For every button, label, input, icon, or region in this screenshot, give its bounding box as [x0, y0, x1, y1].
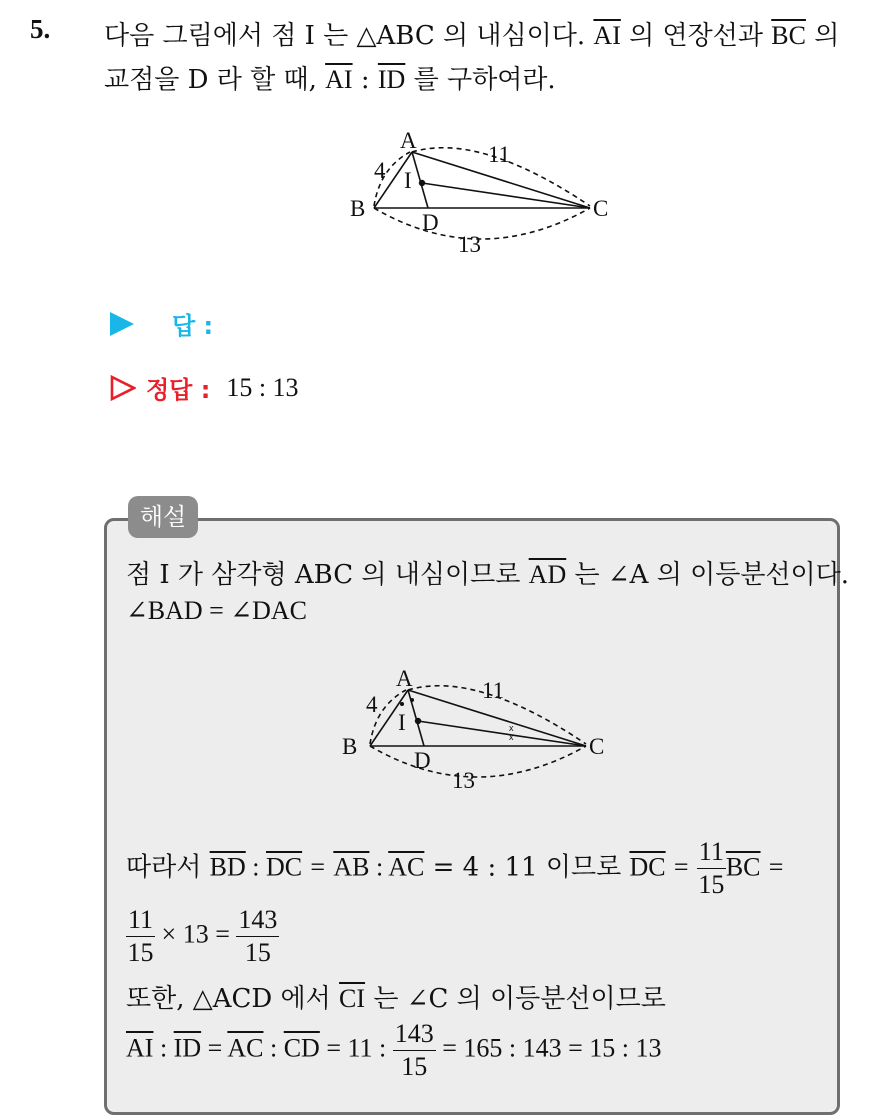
segment-ai: $\overline{AI}$: [593, 21, 621, 50]
segment-ci-label: $\overline{CI}$: [339, 984, 366, 1013]
label-b: B: [342, 734, 358, 759]
solution-line-5: 또한, △ACD 에서 $\overline{CI}$ 는 ∠C 의 이등분선이므로: [126, 984, 666, 1014]
label-a: A: [400, 128, 417, 153]
segment-ad: [412, 152, 428, 208]
correct-answer-row: [110, 370, 299, 405]
arc-bc: [374, 208, 590, 239]
angle-mark-x: x: [509, 723, 514, 733]
angle-mark-dot: [400, 702, 404, 706]
fraction: $\frac{143}{15}$: [238, 905, 278, 967]
answer-label: 답 :: [172, 312, 214, 340]
solution-line-3: 따라서 $\overline{BD}$ : $\overline{DC} = \overline{AB}$ : $\overline{AC} = 4$ : 11 이므로 $\overline{DC}$ = $\frac{11}{15}$ $\overline{BC}$ =: [126, 837, 784, 899]
segment-bc: $\overline{BC}$: [771, 21, 806, 50]
label-a: A: [396, 666, 413, 691]
segment-ai-2: $\overline{AI}$: [325, 65, 353, 94]
answer-row: [110, 306, 213, 341]
length-ac: 11: [482, 678, 505, 703]
fraction: $\frac{11}{15}$: [127, 905, 154, 967]
label-d: D: [422, 210, 439, 235]
solution-line-1: 점 I 가 삼각형 ABC 의 내심이므로 $\overline{AD}$ 는 ∠A 의 이등분선이다.: [126, 560, 850, 590]
question-line1: 다음 그림에서 점 I 는 △ABC 의 내심이다. $\overline{AI}$ 의 연장선과 $\overline{BC}$ 의: [104, 21, 840, 51]
label-c: C: [589, 734, 605, 759]
triangle-figure: [340, 122, 630, 257]
label-c: C: [593, 196, 609, 221]
length-bc: 13: [458, 232, 481, 257]
solution-tag: 해설: [128, 496, 198, 538]
solution-line-6: $\overline{AI}$ : $\overline{ID} = \overline{AC}$ : $\overline{CD} = 11$ : $\frac{143}{15}$ = 165 : 143 = 15 : 13: [126, 1019, 662, 1081]
length-ab: 4: [366, 692, 378, 717]
label-b: B: [350, 196, 366, 221]
length-ab: 4: [374, 158, 386, 183]
question-text: [104, 14, 874, 102]
length-bc: 13: [452, 768, 475, 793]
label-i: I: [398, 710, 406, 735]
length-ac: 11: [488, 142, 511, 167]
play-outline-icon: [110, 375, 136, 401]
angle-mark-dot: [410, 698, 414, 702]
segment-ci: [422, 183, 590, 208]
label-i: I: [404, 168, 412, 193]
incenter-dot-2: [415, 718, 421, 724]
angle-mark-x: x: [509, 732, 514, 742]
fraction: $\frac{143}{15}$: [394, 1019, 434, 1081]
play-icon: [110, 312, 134, 336]
question-line2: 교점을 D 라 할 때, $\overline{AI}$ : $\overline{ID}$ 를 구하여라.: [104, 65, 556, 95]
solution-line-4: $\frac{11}{15}$ × 13 = $\frac{143}{15}$: [127, 905, 278, 967]
fraction: $\frac{11}{15}$: [698, 837, 725, 899]
label-d: D: [414, 748, 431, 773]
segment-ad-label: $\overline{AD}$: [528, 560, 567, 589]
incenter-dot: [419, 180, 425, 186]
solution-line-2: ∠BAD = ∠DAC: [126, 596, 308, 625]
correct-value: 15 : 13: [226, 372, 299, 402]
triangle-figure-marked: [336, 660, 626, 795]
correct-label: 정답 :: [146, 376, 211, 404]
question-number: 5.: [30, 14, 51, 44]
segment-id: $\overline{ID}$: [377, 65, 406, 94]
